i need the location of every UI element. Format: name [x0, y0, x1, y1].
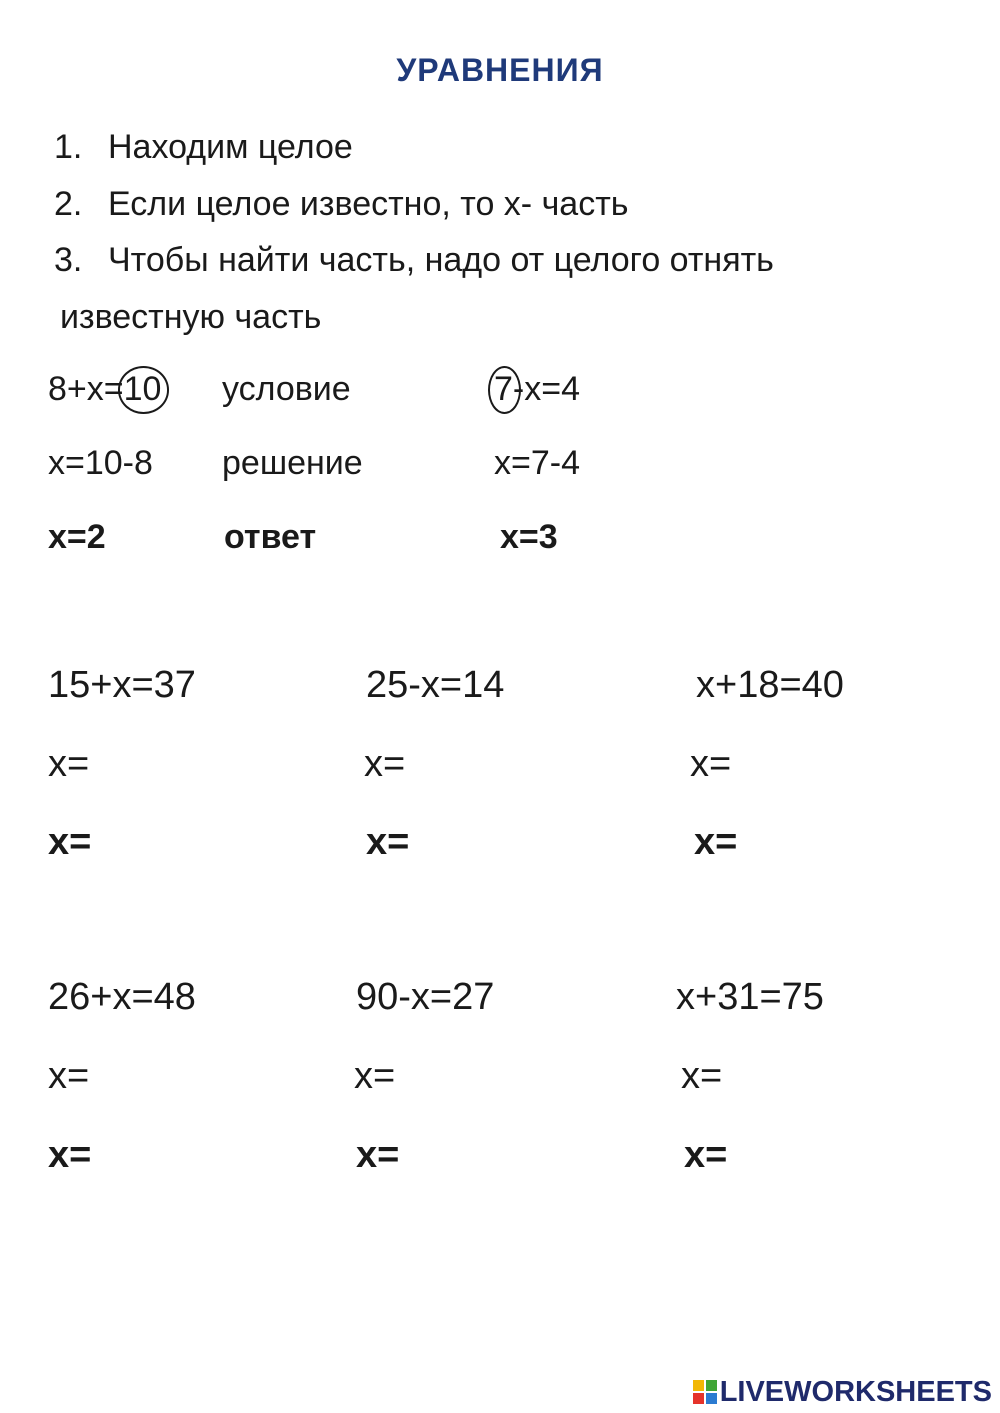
- example-right-solution: х=7-4: [494, 444, 580, 482]
- task-step[interactable]: х=: [681, 1055, 723, 1097]
- task-step[interactable]: х=: [48, 743, 90, 785]
- example-left-solution: х=10-8: [48, 444, 153, 482]
- rule-number: 2.: [54, 185, 83, 223]
- task-equation: х+18=40: [696, 664, 844, 706]
- task-answer[interactable]: х=: [684, 1134, 728, 1176]
- rule-number: 1.: [54, 128, 83, 166]
- task-answer[interactable]: х=: [48, 1134, 92, 1176]
- task-equation: 15+х=37: [48, 664, 196, 706]
- task-answer[interactable]: х=: [48, 821, 92, 863]
- task-answer[interactable]: х=: [694, 821, 738, 863]
- task-step[interactable]: х=: [48, 1055, 90, 1097]
- rule-number: 3.: [54, 241, 83, 279]
- task-equation: 90-х=27: [356, 976, 495, 1018]
- rule-text: Если целое известно, то х- часть: [108, 185, 629, 223]
- task-equation: 25-х=14: [366, 664, 505, 706]
- task-step[interactable]: х=: [690, 743, 732, 785]
- circled-whole-number: 10: [123, 370, 162, 408]
- watermark-text: LIVEWORKSHEETS: [719, 1375, 992, 1408]
- label-solution: решение: [222, 444, 363, 482]
- rule-continuation: известную часть: [60, 298, 322, 336]
- label-answer: ответ: [224, 518, 317, 556]
- rule-text: Чтобы найти часть, надо от целого отнять: [108, 241, 774, 279]
- rule-item-3: [54, 240, 954, 280]
- task-answer[interactable]: х=: [366, 821, 410, 863]
- label-condition: условие: [222, 370, 351, 408]
- task-step[interactable]: х=: [364, 743, 406, 785]
- task-equation: 26+х=48: [48, 976, 196, 1018]
- example-left-answer: х=2: [48, 518, 106, 556]
- circled-whole-number: 7: [494, 370, 513, 408]
- example-left-condition: [48, 369, 161, 409]
- rule-text: Находим целое: [108, 128, 353, 166]
- task-equation: х+31=75: [676, 976, 824, 1018]
- example-right-condition: [494, 369, 580, 409]
- example-condition-suffix: -х=4: [512, 370, 581, 408]
- task-answer[interactable]: х=: [356, 1134, 400, 1176]
- rule-item-1: [54, 127, 954, 167]
- rule-item-2: [54, 184, 954, 224]
- liveworksheets-logo-icon: [693, 1380, 717, 1404]
- liveworksheets-watermark: [693, 1377, 992, 1407]
- task-step[interactable]: х=: [354, 1055, 396, 1097]
- page-title: УРАВНЕНИЯ: [396, 52, 604, 88]
- example-right-answer: х=3: [500, 518, 558, 556]
- example-condition-prefix: 8+х=: [48, 370, 124, 408]
